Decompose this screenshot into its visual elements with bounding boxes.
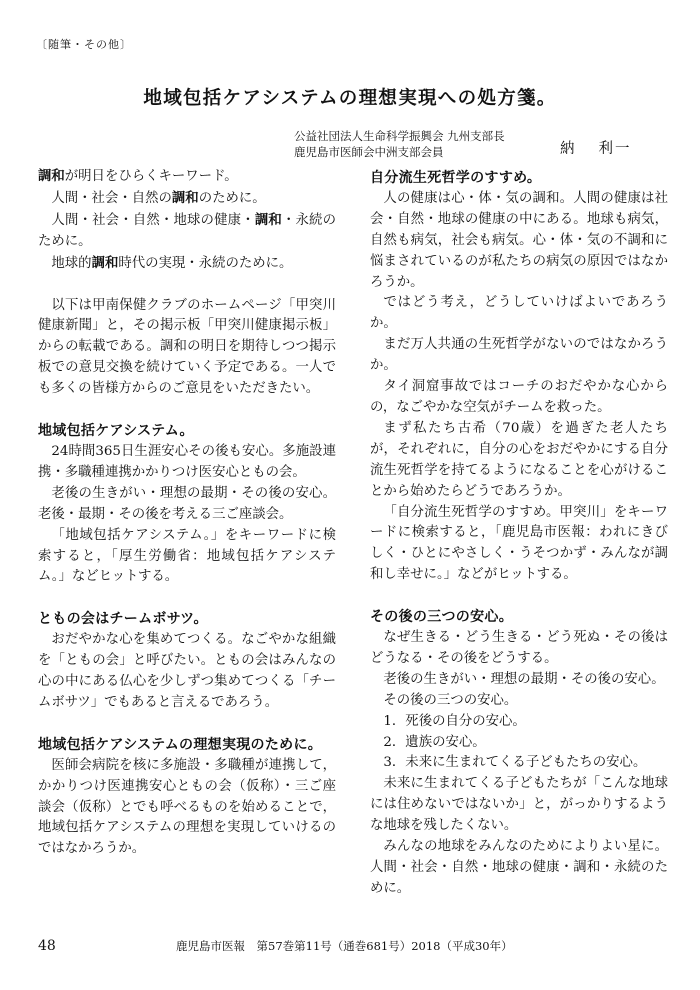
section-paragraph: 医師会病院を核に多施設・多職種が連携して，かかりつけ医連携安心ともの会（仮称）・三ご座談会（仮称）とでも呼べるものを始めることで，地域包括ケアシステムの理想を実現していけるのではなかろうか。	[38, 757, 336, 857]
section-paragraph: 「地域包括ケアシステム。」をキーワードに検索すると，「厚生労働省：地域包括ケアシステム。」などヒットする。	[38, 527, 336, 585]
list-item: 1．死後の自分の安心。	[383, 713, 526, 729]
section-paragraph: タイ洞窟事故ではコーチのおだやかな心からの，なごやかな空気がチームを救った。	[370, 379, 668, 415]
intro-text: 時代の実現・永続のために。	[118, 255, 293, 271]
section-paragraph: 未来に生まれてくる子どもたちが「こんな地球には住めないではないか」と，がっかりするような地球を残したくない。	[370, 776, 668, 834]
affiliation-line-1: 公益社団法人生命科学振興会 九州支部長	[294, 129, 505, 143]
author-name	[560, 137, 632, 158]
keyword-chowa: 調和	[254, 211, 282, 228]
intro-line-4	[38, 253, 336, 275]
keyword-chowa: 調和	[171, 189, 199, 206]
section-paragraph: 老後の生きがい・理想の最期・その後の安心。	[383, 671, 665, 687]
affiliation-line-2: 鹿児島市医師会中洲支部会員	[294, 145, 444, 159]
intro-text: ・永続のために。	[38, 212, 337, 249]
author-given-name: 利一	[598, 141, 632, 157]
section-heading-risou: 地域包括ケアシステムの理想実現のために。	[38, 736, 323, 753]
section-paragraph: その後の三つの安心。	[383, 692, 518, 708]
section-paragraph: みんなの地球をみんなのためによりよい星に。人間・社会・自然・地球の健康・調和・永続のために。	[370, 839, 668, 896]
page-number: 48	[38, 938, 56, 954]
section-heading-tomonokai: ともの会はチームボサツ。	[38, 611, 208, 628]
intro-text: 地球的	[51, 255, 92, 271]
intro-line-2	[38, 188, 336, 210]
section-paragraph: 人の健康は心・体・気の調和。人間の健康は社会・自然・地球の健康の中にある。地球も病気，自然も病気，社会も病気。心・体・気の不調和に悩まされているのが私たちの病気の原因ではなかろうか。	[370, 190, 668, 290]
section-paragraph: 老後の生きがい・理想の最期・その後の安心。老後・最期・その後を考える三ご座談会。	[38, 485, 336, 522]
intro-line-3	[38, 210, 336, 253]
section-heading-chiiki: 地域包括ケアシステム。	[38, 423, 194, 440]
section-paragraph: ではどう考え，どうしていけばよいであろうか。	[370, 295, 668, 332]
right-column	[370, 168, 668, 900]
article-title: 地域包括ケアシステムの理想実現への処方箋。	[143, 88, 557, 109]
section-heading-seishi: 自分流生死哲学のすすめ。	[370, 170, 542, 186]
preface-paragraph: 以下は甲南保健クラブのホームページ「甲突川健康新聞」と，その掲示板「甲突川健康掲示板」からの転載である。調和の明日を期待しつつ掲示板での意見交換を続けていく予定である。一人でも多くの皆様方からのご意見をいただきたい。	[38, 297, 336, 397]
intro-text: 人間・社会・自然・地球の健康・	[51, 212, 255, 228]
section-paragraph: なぜ生きる・どう生きる・どう死ぬ・その後はどうなる・その後をどうする。	[370, 630, 668, 666]
intro-line-1	[38, 166, 336, 188]
keyword-chowa: 調和	[38, 168, 65, 184]
author-affiliation	[294, 128, 505, 160]
list-item: 3．未来に生まれてくる子どもたちの安心。	[383, 755, 647, 771]
left-column	[38, 166, 336, 860]
keyword-chowa: 調和	[91, 254, 119, 271]
author-family-name: 納	[560, 141, 577, 157]
section-paragraph: おだやかな心を集めてつくる。なごやかな組織を「ともの会」と呼びたい。ともの会はみんなの心の中にある仏心を少しずつ集めてつくる「チームボサツ」でもあると言えるであろう。	[38, 632, 336, 710]
intro-text: 人間・社会・自然の	[51, 190, 172, 206]
section-paragraph: 「自分流生死哲学のすすめ。甲突川」をキーワードに検索すると，「鹿児島市医報：われにきびしく・ひとにやさしく・うそつかず・みんなが調和し幸せに。」などがヒットする。	[370, 504, 668, 583]
section-heading-sonogo: その後の三つの安心。	[370, 609, 513, 626]
journal-citation: 鹿児島市医報 第57巻第11号（通巻681号）2018（平成30年）	[176, 939, 513, 953]
list-item: 2．遺族の安心。	[383, 734, 486, 750]
intro-text: のために。	[198, 190, 266, 206]
section-paragraph: まだ万人共通の生死哲学がないのではなかろうか。	[370, 337, 668, 374]
intro-text: が明日をひらくキーワード。	[64, 169, 238, 184]
section-paragraph: 24時間365日生涯安心その後も安心。多施設連携・多職種連携かかりつけ医安心ともの会。	[38, 443, 336, 480]
section-paragraph: まず私たち古希（70歳）を過ぎた老人たちが，それぞれに，自分の心をおだやかにする自分流生死哲学を持てるようになることを心がけることから始めたらどうであろうか。	[370, 420, 668, 499]
category-label: 〔随筆・その他〕	[36, 38, 132, 51]
